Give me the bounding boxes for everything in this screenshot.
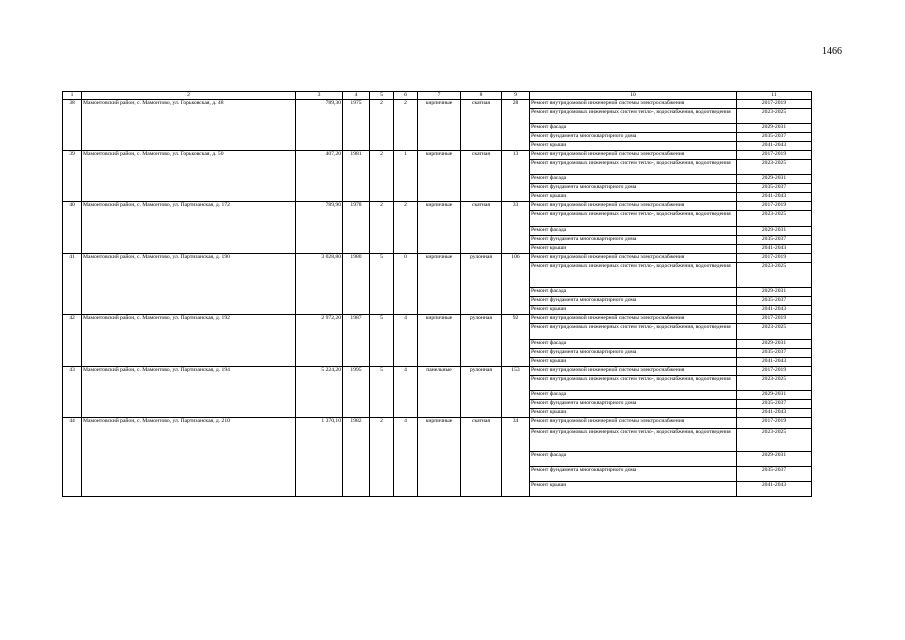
repair-work-period: 2035-2037 bbox=[737, 400, 812, 409]
header-cell: 5 bbox=[370, 92, 394, 100]
repair-work-name: Ремонт фундамента многоквартирного дома bbox=[530, 297, 737, 306]
repair-work-name: Ремонт фундамента многоквартирного дома bbox=[530, 184, 737, 193]
repair-work-period: 2029-2031 bbox=[737, 124, 812, 133]
building-entrances: 2 bbox=[394, 202, 418, 254]
roof-type: рулонная bbox=[461, 367, 502, 418]
building-floors: 2 bbox=[370, 151, 394, 202]
building-row bbox=[63, 254, 812, 263]
column-number-row bbox=[63, 92, 812, 100]
repair-work-period: 2017-2019 bbox=[737, 254, 812, 263]
roof-type: скатная bbox=[461, 151, 502, 202]
building-area: 2 972,20 bbox=[296, 315, 343, 367]
header-cell: 8 bbox=[461, 92, 502, 100]
wall-material: кирпичные bbox=[418, 100, 461, 151]
repair-work-period: 2017-2019 bbox=[737, 151, 812, 160]
repair-work-name: Ремонт крыши bbox=[530, 409, 737, 418]
page-number: 1466 bbox=[822, 46, 842, 57]
building-area: 5 224,20 bbox=[296, 367, 343, 418]
building-area: 789,90 bbox=[296, 202, 343, 254]
repair-work-name: Ремонт фундамента многоквартирного дома bbox=[530, 236, 737, 245]
roof-type: скатная bbox=[461, 202, 502, 254]
building-address: Мамонтовский район, с. Мамонтово, ул. Горьковская, д. 50 bbox=[82, 151, 296, 202]
row-number: 44 bbox=[63, 418, 82, 497]
repair-work-name: Ремонт внутридомовых инженерных систем тепло-, водоснабжения, водоотведения bbox=[530, 429, 737, 452]
repair-work-period: 2017-2019 bbox=[737, 315, 812, 324]
repair-work-name: Ремонт фасада bbox=[530, 288, 737, 297]
repair-work-period: 2041-2043 bbox=[737, 482, 812, 497]
roof-type: скатная bbox=[461, 100, 502, 151]
repair-work-name: Ремонт фасада bbox=[530, 124, 737, 133]
repair-work-period: 2029-2031 bbox=[737, 175, 812, 184]
building-entrances: 4 bbox=[394, 418, 418, 497]
repair-work-period: 2041-2043 bbox=[737, 306, 812, 315]
repair-work-name: Ремонт крыши bbox=[530, 142, 737, 151]
repair-work-period: 2041-2043 bbox=[737, 245, 812, 254]
roof-type: рулонная bbox=[461, 315, 502, 367]
repair-work-name: Ремонт фасада bbox=[530, 227, 737, 236]
row-number: 39 bbox=[63, 151, 82, 202]
wall-material: кирпичные bbox=[418, 151, 461, 202]
repair-work-name: Ремонт крыши bbox=[530, 482, 737, 497]
building-year: 1980 bbox=[343, 254, 370, 315]
repair-work-period: 2029-2031 bbox=[737, 452, 812, 467]
wall-material: кирпичные bbox=[418, 254, 461, 315]
building-area: 789,30 bbox=[296, 100, 343, 151]
repair-work-period: 2023-2025 bbox=[737, 429, 812, 452]
repair-work-period: 2041-2043 bbox=[737, 358, 812, 367]
repair-work-period: 2017-2019 bbox=[737, 418, 812, 429]
building-entrances: 4 bbox=[394, 315, 418, 367]
repair-work-period: 2023-2025 bbox=[737, 376, 812, 391]
repair-work-period: 2029-2031 bbox=[737, 288, 812, 297]
building-area: 1 370,10 bbox=[296, 418, 343, 497]
header-cell: 1 bbox=[63, 92, 82, 100]
building-address: Мамонтовский район, с. Мамонтово, ул. Партизанская, д. 210 bbox=[82, 418, 296, 497]
apartment-count: 34 bbox=[502, 418, 530, 497]
header-cell: 10 bbox=[530, 92, 737, 100]
apartment-count: 13 bbox=[502, 151, 530, 202]
building-entrances: 1 bbox=[394, 151, 418, 202]
repair-work-name: Ремонт крыши bbox=[530, 306, 737, 315]
repair-work-period: 2041-2043 bbox=[737, 142, 812, 151]
repair-work-period: 2023-2025 bbox=[737, 211, 812, 227]
building-address: Мамонтовский район, с. Мамонтово, ул. Горьковская, д. 48 bbox=[82, 100, 296, 151]
header-cell: 2 bbox=[82, 92, 296, 100]
header-cell: 6 bbox=[394, 92, 418, 100]
repair-work-name: Ремонт внутридомовой инженерной системы электроснабжения bbox=[530, 100, 737, 109]
row-number: 40 bbox=[63, 202, 82, 254]
repair-work-name: Ремонт фасада bbox=[530, 452, 737, 467]
building-area: 3 028,80 bbox=[296, 254, 343, 315]
repair-work-period: 2035-2037 bbox=[737, 467, 812, 482]
repair-work-name: Ремонт внутридомовых инженерных систем тепло-, водоснабжения, водоотведения bbox=[530, 376, 737, 391]
building-floors: 2 bbox=[370, 418, 394, 497]
building-entrances: 4 bbox=[394, 367, 418, 418]
repair-work-name: Ремонт крыши bbox=[530, 193, 737, 202]
building-row bbox=[63, 367, 812, 376]
wall-material: кирпичные bbox=[418, 315, 461, 367]
repair-work-name: Ремонт внутридомовых инженерных систем тепло-, водоснабжения, водоотведения bbox=[530, 324, 737, 340]
row-number: 43 bbox=[63, 367, 82, 418]
building-address: Мамонтовский район, с. Мамонтово, ул. Партизанская, д. 194 bbox=[82, 367, 296, 418]
header-cell: 4 bbox=[343, 92, 370, 100]
building-floors: 2 bbox=[370, 202, 394, 254]
repair-work-name: Ремонт внутридомовой инженерной системы электроснабжения bbox=[530, 418, 737, 429]
building-entrances: 2 bbox=[394, 100, 418, 151]
repair-work-period: 2035-2037 bbox=[737, 349, 812, 358]
header-cell: 9 bbox=[502, 92, 530, 100]
building-year: 1981 bbox=[343, 151, 370, 202]
repair-work-period: 2017-2019 bbox=[737, 202, 812, 211]
repair-work-period: 2023-2025 bbox=[737, 109, 812, 124]
apartment-count: 33 bbox=[502, 202, 530, 254]
repair-work-period: 2023-2025 bbox=[737, 324, 812, 340]
header-cell: 11 bbox=[737, 92, 812, 100]
apartment-count: 28 bbox=[502, 100, 530, 151]
roof-type: рулонная bbox=[461, 254, 502, 315]
repair-work-period: 2029-2031 bbox=[737, 391, 812, 400]
building-row bbox=[63, 100, 812, 109]
repair-work-name: Ремонт внутридомовых инженерных систем тепло-, водоснабжения, водоотведения bbox=[530, 263, 737, 288]
housing-repair-table bbox=[62, 91, 812, 497]
building-row bbox=[63, 151, 812, 160]
repair-work-name: Ремонт внутридомовых инженерных систем тепло-, водоснабжения, водоотведения bbox=[530, 160, 737, 175]
repair-work-period: 2035-2037 bbox=[737, 133, 812, 142]
building-address: Мамонтовский район, с. Мамонтово, ул. Партизанская, д. 172 bbox=[82, 202, 296, 254]
repair-work-period: 2035-2037 bbox=[737, 297, 812, 306]
apartment-count: 92 bbox=[502, 315, 530, 367]
row-number: 42 bbox=[63, 315, 82, 367]
row-number: 41 bbox=[63, 254, 82, 315]
repair-work-period: 2023-2025 bbox=[737, 160, 812, 175]
repair-work-name: Ремонт внутридомовой инженерной системы электроснабжения bbox=[530, 202, 737, 211]
repair-work-name: Ремонт фасада bbox=[530, 391, 737, 400]
building-year: 1975 bbox=[343, 100, 370, 151]
building-year: 1995 bbox=[343, 367, 370, 418]
building-address: Мамонтовский район, с. Мамонтово, ул. Партизанская, д. 192 bbox=[82, 315, 296, 367]
roof-type: скатная bbox=[461, 418, 502, 497]
building-floors: 5 bbox=[370, 367, 394, 418]
repair-work-name: Ремонт внутридомовой инженерной системы электроснабжения bbox=[530, 254, 737, 263]
apartment-count: 153 bbox=[502, 367, 530, 418]
repair-work-period: 2035-2037 bbox=[737, 236, 812, 245]
building-floors: 5 bbox=[370, 254, 394, 315]
repair-work-period: 2017-2019 bbox=[737, 367, 812, 376]
header-cell: 7 bbox=[418, 92, 461, 100]
repair-work-name: Ремонт крыши bbox=[530, 245, 737, 254]
wall-material: кирпичные bbox=[418, 202, 461, 254]
repair-work-name: Ремонт внутридомовых инженерных систем тепло-, водоснабжения, водоотведения bbox=[530, 109, 737, 124]
building-floors: 2 bbox=[370, 100, 394, 151]
building-address: Мамонтовский район, с. Мамонтово, ул. Партизанская, д. 190 bbox=[82, 254, 296, 315]
repair-work-period: 2017-2019 bbox=[737, 100, 812, 109]
repair-work-period: 2041-2043 bbox=[737, 193, 812, 202]
wall-material: кирпичные bbox=[418, 418, 461, 497]
building-area: 407,20 bbox=[296, 151, 343, 202]
repair-work-period: 2029-2031 bbox=[737, 340, 812, 349]
repair-work-name: Ремонт внутридомовой инженерной системы электроснабжения bbox=[530, 367, 737, 376]
header-cell: 3 bbox=[296, 92, 343, 100]
repair-work-name: Ремонт фундамента многоквартирного дома bbox=[530, 133, 737, 142]
repair-work-name: Ремонт фасада bbox=[530, 175, 737, 184]
wall-material: панельные bbox=[418, 367, 461, 418]
repair-work-name: Ремонт фасада bbox=[530, 340, 737, 349]
building-year: 1987 bbox=[343, 315, 370, 367]
repair-work-name: Ремонт внутридомовой инженерной системы электроснабжения bbox=[530, 151, 737, 160]
building-year: 1978 bbox=[343, 202, 370, 254]
apartment-count: 106 bbox=[502, 254, 530, 315]
repair-work-name: Ремонт фундамента многоквартирного дома bbox=[530, 467, 737, 482]
repair-work-name: Ремонт фундамента многоквартирного дома bbox=[530, 349, 737, 358]
building-row bbox=[63, 202, 812, 211]
repair-work-name: Ремонт внутридомовых инженерных систем тепло-, водоснабжения, водоотведения bbox=[530, 211, 737, 227]
repair-work-name: Ремонт крыши bbox=[530, 358, 737, 367]
repair-work-period: 2041-2043 bbox=[737, 409, 812, 418]
repair-work-period: 2035-2037 bbox=[737, 184, 812, 193]
building-entrances: 0 bbox=[394, 254, 418, 315]
repair-work-name: Ремонт внутридомовой инженерной системы электроснабжения bbox=[530, 315, 737, 324]
building-row bbox=[63, 418, 812, 429]
building-floors: 5 bbox=[370, 315, 394, 367]
repair-work-name: Ремонт фундамента многоквартирного дома bbox=[530, 400, 737, 409]
row-number: 38 bbox=[63, 100, 82, 151]
repair-work-period: 2023-2025 bbox=[737, 263, 812, 288]
repair-work-period: 2029-2031 bbox=[737, 227, 812, 236]
building-year: 1982 bbox=[343, 418, 370, 497]
building-row bbox=[63, 315, 812, 324]
